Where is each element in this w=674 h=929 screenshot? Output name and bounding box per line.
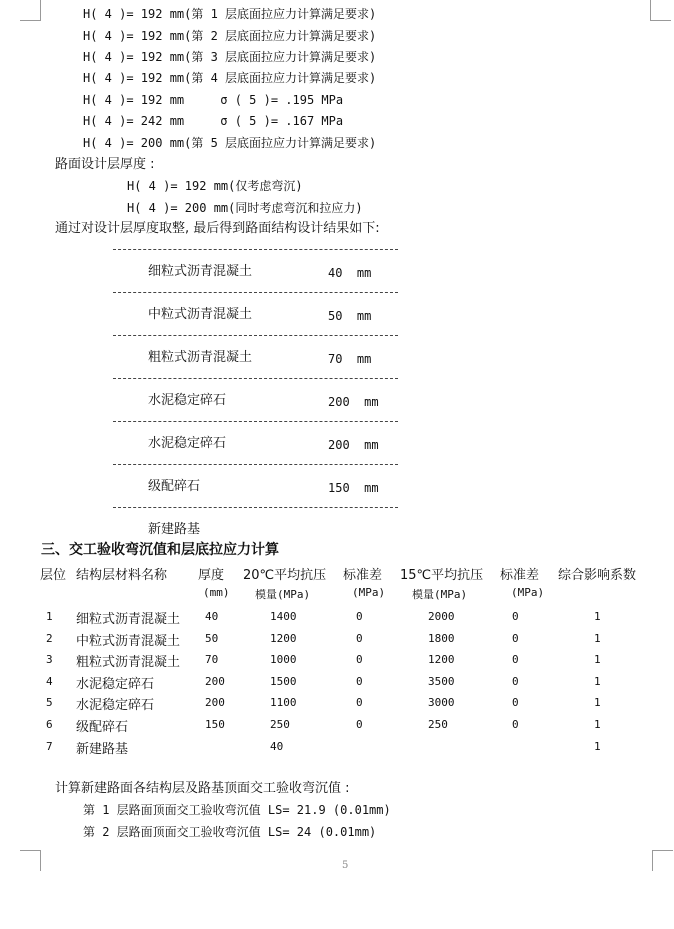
table-cell: 0 xyxy=(356,674,363,688)
layer-thickness: 200 mm xyxy=(328,438,379,452)
table-cell: 2000 xyxy=(428,610,455,623)
separator-line xyxy=(113,421,398,422)
table-header: 层位 xyxy=(40,568,67,583)
crop-mark-bottom-left xyxy=(20,850,41,871)
table-cell: 200 xyxy=(205,674,225,688)
table-cell: 0 xyxy=(512,610,519,623)
table-cell: 粗粒式沥青混凝土 xyxy=(76,655,181,671)
design-thickness-line: H( 4 )= 192 mm(仅考虑弯沉) xyxy=(127,179,303,193)
table-cell: 中粒式沥青混凝土 xyxy=(76,633,181,649)
table-cell: 5 xyxy=(46,696,53,710)
crop-mark-bottom-right xyxy=(652,850,673,871)
table-cell: 1 xyxy=(594,610,601,623)
layer-thickness: 70 mm xyxy=(328,352,372,366)
result-line: H( 4 )= 192 mm(第 1 层底面拉应力计算满足要求) xyxy=(83,7,377,21)
crop-mark-top-right xyxy=(650,0,671,21)
calc-line: 第 1 层路面顶面交工验收弯沉值 LS= 21.9 (0.01mm) xyxy=(83,803,391,817)
layer-thickness: 50 mm xyxy=(328,309,372,323)
table-header-unit: 模量(MPa) xyxy=(255,588,311,601)
layer-name: 水泥稳定碎石 xyxy=(148,436,227,451)
layer-name: 中粒式沥青混凝土 xyxy=(148,307,253,322)
table-cell: 0 xyxy=(512,653,519,667)
separator-line xyxy=(113,507,398,508)
table-cell: 1100 xyxy=(270,696,297,710)
layer-name: 水泥稳定碎石 xyxy=(148,393,227,408)
table-cell: 1 xyxy=(594,739,601,753)
table-cell: 1 xyxy=(594,653,601,667)
design-thickness-title: 路面设计层厚度 : xyxy=(55,157,155,172)
design-thickness-line: H( 4 )= 200 mm(同时考虑弯沉和拉应力) xyxy=(127,201,363,215)
table-cell: 6 xyxy=(46,718,53,731)
table-cell: 0 xyxy=(512,674,519,688)
table-cell: 250 xyxy=(428,718,448,731)
table-header: 20℃平均抗压 xyxy=(243,568,327,583)
table-cell: 200 xyxy=(205,696,225,710)
separator-line xyxy=(113,464,398,465)
table-header-unit: (MPa) xyxy=(352,586,386,599)
table-cell: 70 xyxy=(205,653,219,667)
table-cell: 水泥稳定碎石 xyxy=(76,698,155,714)
layer-thickness: 40 mm xyxy=(328,266,372,280)
table-cell: 1 xyxy=(594,674,601,688)
table-header-unit: (mm) xyxy=(203,586,230,599)
layer-thickness: 200 mm xyxy=(328,395,379,409)
table-cell: 40 xyxy=(270,739,284,753)
table-cell: 新建路基 xyxy=(76,741,129,757)
table-header: 标准差 xyxy=(500,568,540,583)
table-cell: 3 xyxy=(46,653,53,667)
calc-title: 计算新建路面各结构层及路基顶面交工验收弯沉值 : xyxy=(55,781,350,796)
table-cell: 7 xyxy=(46,739,53,753)
table-cell: 0 xyxy=(512,631,519,645)
table-header: 15℃平均抗压 xyxy=(400,568,484,583)
crop-mark-top-left xyxy=(20,0,41,21)
table-cell: 细粒式沥青混凝土 xyxy=(76,612,181,627)
layer-name: 粗粒式沥青混凝土 xyxy=(148,350,253,365)
table-cell: 1200 xyxy=(270,631,297,645)
table-cell: 0 xyxy=(356,718,363,731)
table-cell: 40 xyxy=(205,610,219,623)
calc-line: 第 2 层路面顶面交工验收弯沉值 LS= 24 (0.01mm) xyxy=(83,825,377,839)
result-line: H( 4 )= 242 mm σ ( 5 )= .167 MPa xyxy=(83,114,344,128)
table-cell: 0 xyxy=(356,610,363,623)
separator-line xyxy=(113,292,398,293)
table-cell: 1000 xyxy=(270,653,297,667)
table-header-unit: 模量(MPa) xyxy=(412,588,468,601)
table-cell: 1800 xyxy=(428,631,455,645)
table-cell: 2 xyxy=(46,631,53,645)
result-intro: 通过对设计层厚度取整, 最后得到路面结构设计结果如下: xyxy=(55,221,380,236)
table-header: 结构层材料名称 xyxy=(76,568,168,583)
table-cell: 50 xyxy=(205,631,219,645)
result-line: H( 4 )= 192 mm(第 2 层底面拉应力计算满足要求) xyxy=(83,29,377,43)
result-line: H( 4 )= 200 mm(第 5 层底面拉应力计算满足要求) xyxy=(83,136,377,150)
separator-line xyxy=(113,249,398,250)
layer-name: 细粒式沥青混凝土 xyxy=(148,264,253,279)
table-cell: 250 xyxy=(270,718,290,731)
table-cell: 0 xyxy=(356,653,363,667)
table-header: 厚度 xyxy=(198,568,225,583)
subgrade-label: 新建路基 xyxy=(148,522,201,537)
table-cell: 0 xyxy=(356,696,363,710)
table-cell: 4 xyxy=(46,674,53,688)
table-cell: 0 xyxy=(512,718,519,731)
table-cell: 3500 xyxy=(428,674,455,688)
separator-line xyxy=(113,378,398,379)
table-cell: 150 xyxy=(205,718,225,731)
table-cell: 1 xyxy=(594,696,601,710)
result-line: H( 4 )= 192 mm(第 3 层底面拉应力计算满足要求) xyxy=(83,50,377,64)
table-cell: 1400 xyxy=(270,610,297,623)
separator-line xyxy=(113,335,398,336)
table-cell: 1 xyxy=(594,718,601,731)
result-line: H( 4 )= 192 mm(第 4 层底面拉应力计算满足要求) xyxy=(83,71,377,85)
layer-thickness: 150 mm xyxy=(328,481,379,495)
table-cell: 1 xyxy=(594,631,601,645)
result-line: H( 4 )= 192 mm σ ( 5 )= .195 MPa xyxy=(83,93,344,107)
table-cell: 1200 xyxy=(428,653,455,667)
section-heading: 三、交工验收弯沉值和层底拉应力计算 xyxy=(41,542,279,558)
table-cell: 水泥稳定碎石 xyxy=(76,676,155,692)
table-cell: 3000 xyxy=(428,696,455,710)
table-cell: 0 xyxy=(356,631,363,645)
table-header-unit: (MPa) xyxy=(511,586,545,599)
page-number: 5 xyxy=(342,860,349,871)
table-header: 综合影响系数 xyxy=(558,568,637,583)
table-cell: 级配碎石 xyxy=(76,720,129,735)
table-cell: 0 xyxy=(512,696,519,710)
table-cell: 1 xyxy=(46,610,53,623)
layer-name: 级配碎石 xyxy=(148,479,201,494)
table-cell: 1500 xyxy=(270,674,297,688)
table-header: 标准差 xyxy=(343,568,383,583)
